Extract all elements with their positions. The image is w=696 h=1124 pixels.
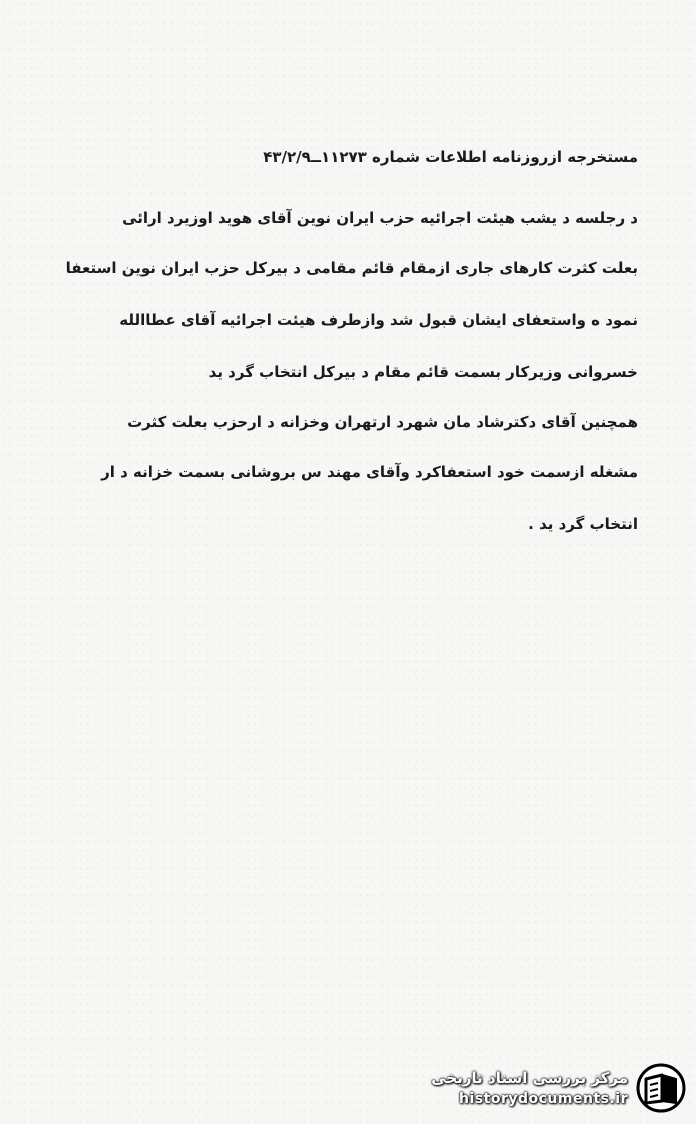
document-line: انتخاب گرد ید . xyxy=(528,515,638,533)
watermark-url: historydocuments.ir xyxy=(459,1091,628,1107)
document-body xyxy=(60,142,638,550)
document-line: د رجلسه د یشب هیئت اجرائیه حزب ایران نوین آقای هوید اوزیرد ارائی xyxy=(122,209,638,227)
document-line: بعلت کثرت کارهای جاری ازمقام قائم مقامی د بیرکل حزب ایران نوین استعفا xyxy=(65,259,638,277)
watermark-text xyxy=(431,1067,628,1109)
document-line: مشغله ازسمت خود استعفاکرد وآقای مهند س بروشانی بسمت خزانه د ار xyxy=(101,463,638,481)
document-line: خسروانی وزیرکار بسمت قائم مقام د بیرکل انتخاب گرد ید xyxy=(208,363,638,381)
document-line: همچنین آقای دکترشاد مان شهرد ارتهران وخزانه د ارحزب بعلت کثرت xyxy=(127,413,638,431)
document-heading: مستخرجه ازروزنامه اطلاعات شماره ۱۱۲۷۳ــ۴۳/۲/۹ xyxy=(263,148,638,166)
document-line: نمود ه واستعفای ایشان قبول شد وازطرف هیئت اجرائیه آقای عطاالله xyxy=(119,311,638,329)
watermark-title: مرکز بررسی اسناد تاریخی xyxy=(431,1069,628,1087)
watermark xyxy=(431,1060,686,1116)
document-archive-logo-icon xyxy=(636,1063,686,1113)
